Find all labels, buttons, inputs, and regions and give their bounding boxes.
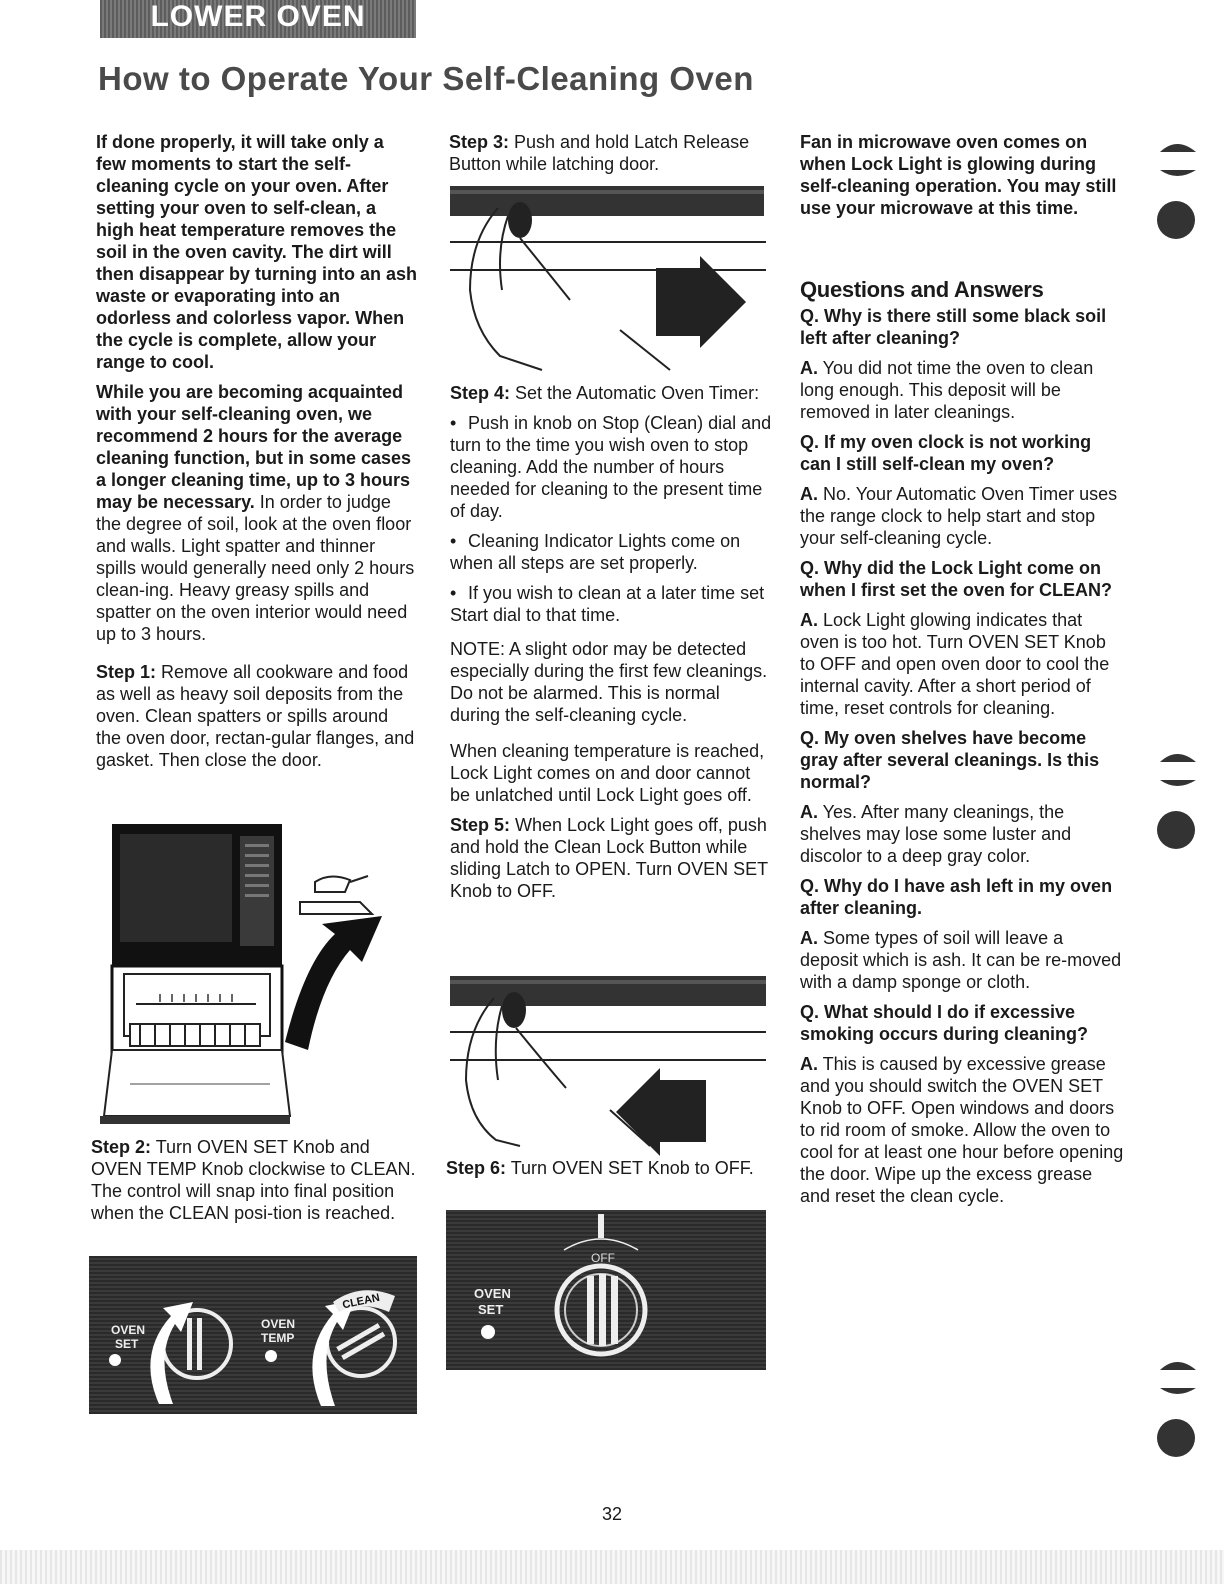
qa-answer: A. Lock Light glowing indicates that oven is too hot. Turn OVEN SET Knob to OFF and open oven door to cool the internal cavity. After a short period of time, reset controls for cleaning. xyxy=(800,610,1110,718)
oven-temp-label-1: OVEN xyxy=(261,1317,296,1331)
column-middle xyxy=(449,131,771,183)
step1-label: Step 1: xyxy=(96,662,157,682)
step4-label: Step 4: xyxy=(450,383,511,403)
latch-illustration-step3 xyxy=(450,180,770,376)
oven-set-label-2: SET xyxy=(478,1302,504,1317)
binder-hole-marks-top xyxy=(1152,132,1202,257)
qa-item xyxy=(800,431,1125,549)
qa-item xyxy=(800,305,1125,423)
step6-block xyxy=(446,1157,768,1187)
qa-answer: A. Some types of soil will leave a deposit which is ash. It can be re-moved with a damp sponge or cloth. xyxy=(800,928,1122,992)
qa-question: Q. Why do I have ash left in my oven after cleaning. xyxy=(800,876,1113,918)
step5-text: When Lock Light goes off, push and hold the Clean Lock Button while sliding Latch to OPEN. Turn OVEN SET Knob to OFF. xyxy=(450,815,768,901)
oven-set-label-1: OVEN xyxy=(111,1323,146,1337)
qa-question: Q. If my oven clock is not working can I still self-clean my oven? xyxy=(800,432,1092,474)
timer-bullet-1: • Push in knob on Stop (Clean) dial and turn to the time you wish oven to stop cleaning. Add the number of hours needed for cleaning to the present time of day. xyxy=(450,413,772,521)
page-title: How to Operate Your Self-Cleaning Oven xyxy=(98,60,754,97)
qa-question: Q. Why is there still some black soil left after cleaning? xyxy=(800,306,1107,348)
qa-item xyxy=(800,727,1125,867)
qa-answer: A. Yes. After many cleanings, the shelves may lose some luster and discolor to a deep gray color. xyxy=(800,802,1072,866)
qa-question: Q. What should I do if excessive smoking occurs during cleaning? xyxy=(800,1002,1089,1044)
qa-item xyxy=(800,557,1125,719)
latch-illustration-step5 xyxy=(450,970,770,1156)
step6-text: Turn OVEN SET Knob to OFF. xyxy=(506,1158,754,1178)
step4-paragraph xyxy=(450,382,772,404)
recommend-rest: In order to judge the degree of soil, look at the oven floor and walls. Light spatter and thinner spills would generally need only 2 hours clean-ing. Heavy greasy spills and spatter on the oven interior would need up to 3 hours. xyxy=(96,492,415,644)
qa-answer: A. No. Your Automatic Oven Timer uses the range clock to help start and stop your self-cleaning cycle. xyxy=(800,484,1118,548)
column-right xyxy=(800,131,1125,1215)
step2-text: Turn OVEN SET Knob and OVEN TEMP Knob clockwise to CLEAN. The control will snap into final position when the CLEAN posi-tion is reached. xyxy=(91,1137,416,1223)
bullet-dot: • xyxy=(450,531,457,551)
scan-edge xyxy=(0,1550,1224,1584)
step3-text: Push and hold Latch Release Button while latching door. xyxy=(449,132,750,174)
step2-block xyxy=(91,1136,416,1232)
qa-item xyxy=(800,875,1125,993)
step3-paragraph xyxy=(449,131,771,175)
step4-text: Set the Automatic Oven Timer: xyxy=(510,383,760,403)
oven-set-label-2: SET xyxy=(115,1337,139,1351)
qa-heading: Questions and Answers xyxy=(800,277,1044,302)
step5-label: Step 5: xyxy=(450,815,511,835)
step4-block xyxy=(450,382,772,910)
step3-label: Step 3: xyxy=(449,132,510,152)
bullet-dot: • xyxy=(450,583,457,603)
qa-answer: A. You did not time the oven to clean long enough. This deposit will be removed in later cleanings. xyxy=(800,358,1094,422)
clean-label: CLEAN xyxy=(341,1291,381,1312)
page-number: 32 xyxy=(601,1504,623,1524)
note-paragraph: NOTE: A slight odor may be detected especially during the first few cleanings. Do not be alarmed. This is normal during the self-cleaning cycle. xyxy=(450,639,768,725)
timer-bullet-3: • If you wish to clean at a later time set Start dial to that time. xyxy=(450,583,765,625)
section-tab: LOWER OVEN xyxy=(100,0,416,38)
step2-label: Step 2: xyxy=(91,1137,152,1157)
binder-hole-marks-middle xyxy=(1152,742,1202,867)
off-label: OFF xyxy=(591,1251,615,1265)
qa-answer: A. This is caused by excessive grease and you should switch the OVEN SET Knob to OFF. Open windows and doors to rid room of smoke. Allow the oven to cool for at least one hour before opening the door. Wipe up the excess grease and reset the clean cycle. xyxy=(800,1054,1124,1206)
dial-panel-step6 xyxy=(446,1210,766,1370)
bullet-dot: • xyxy=(450,413,457,433)
oven-set-label-1: OVEN xyxy=(474,1286,511,1301)
step1-text: Remove all cookware and food as well as heavy soil deposits from the oven. Clean spatters or spills around the oven door, rectan-gular flanges, and gasket. Then close the door. xyxy=(96,662,415,770)
qa-question: Q. Why did the Lock Light come on when I first set the oven for CLEAN? xyxy=(800,558,1113,600)
step6-label: Step 6: xyxy=(446,1158,507,1178)
dial-panel-step2 xyxy=(89,1256,417,1414)
qa-question: Q. My oven shelves have become gray after several cleanings. Is this normal? xyxy=(800,728,1100,792)
timer-bullet-2: • Cleaning Indicator Lights come on when all steps are set properly. xyxy=(450,531,741,573)
oven-illustration xyxy=(100,822,420,1128)
step2-paragraph xyxy=(91,1136,416,1224)
recommend-bold: While you are becoming acquainted with your self-cleaning oven, we recommend 2 hours for the average cleaning function, but in some cases a longer cleaning time, up to 3 hours may be necessary. xyxy=(96,382,412,512)
oven-temp-label-2: TEMP xyxy=(261,1331,295,1345)
step6-paragraph xyxy=(446,1157,768,1179)
recommend-paragraph xyxy=(96,381,418,645)
microwave-fan-note: Fan in microwave oven comes on when Lock Light is glowing during self-cleaning operation. You may still use your microwave at this time. xyxy=(800,132,1117,218)
step5-paragraph xyxy=(450,814,772,902)
step1-paragraph xyxy=(96,661,418,771)
qa-item xyxy=(800,1001,1125,1207)
intro-paragraph: If done properly, it will take only a few moments to start the self-cleaning cycle on your oven. After setting your oven to self-clean, a high heat temperature removes the soil in the oven cavity. The dirt will then disappear by turning into an ash waste or evaporating into an odorless and colorless vapor. When the cycle is complete, allow your range to cool. xyxy=(96,132,418,372)
lock-light-paragraph: When cleaning temperature is reached, Lock Light comes on and door cannot be unlatched until Lock Light goes off. xyxy=(450,741,765,805)
binder-hole-marks-bottom xyxy=(1152,1350,1202,1475)
column-left xyxy=(96,131,418,779)
